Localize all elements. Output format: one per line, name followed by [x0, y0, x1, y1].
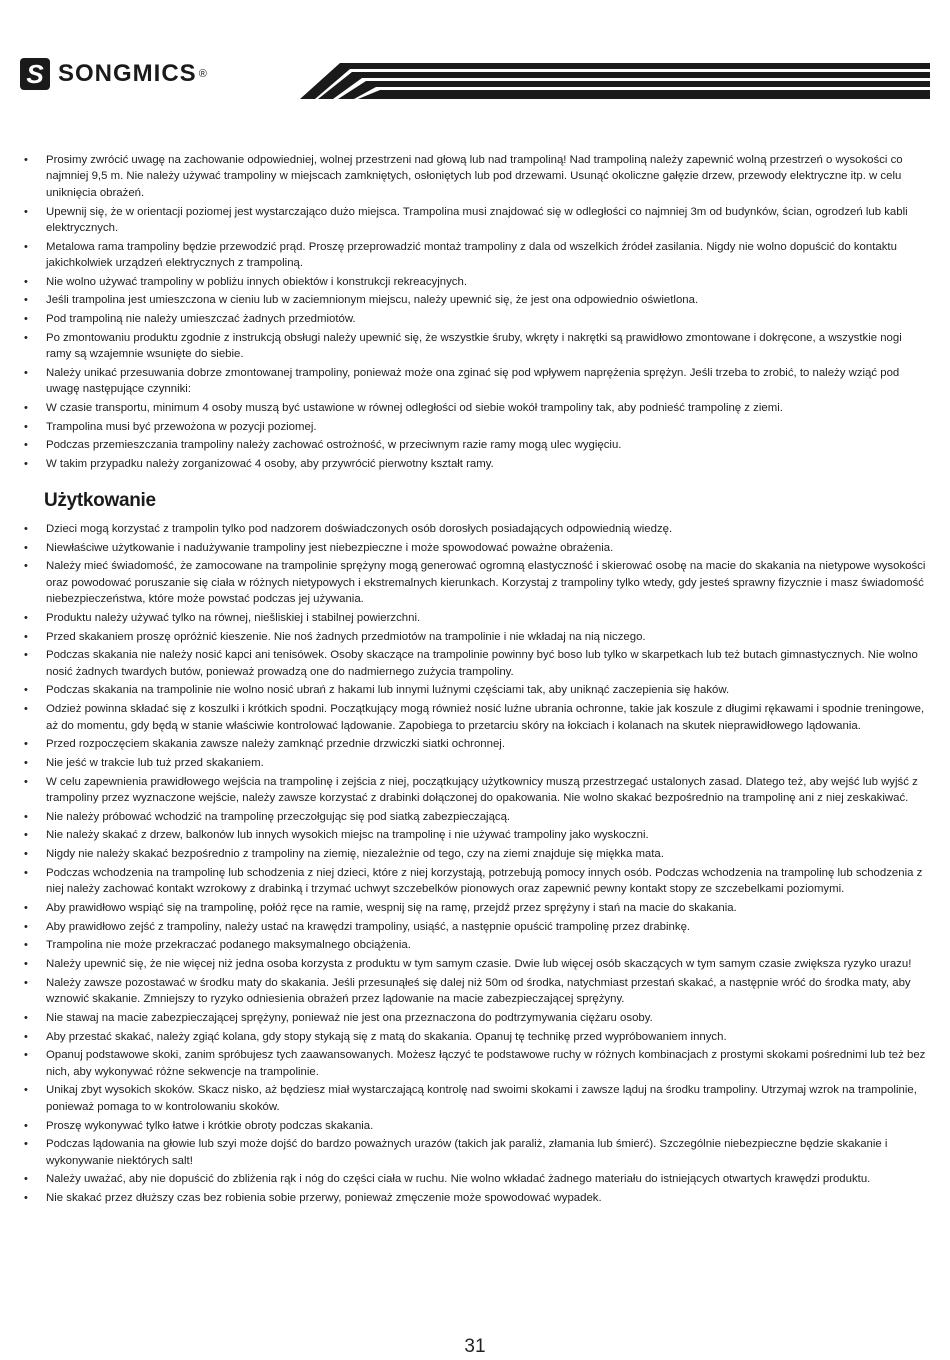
list-item: • Unikaj zbyt wysokich skoków. Skacz nisko, aż będziesz miał wystarczającą kontrolę nad swoimi skokami i zawsze ląduj na środku trampoliny. Utrzymaj wzrok na trampolinie, ponieważ pomaga to w kontrolowaniu skoków. [22, 1082, 928, 1115]
list-item: • Nie należy skakać z drzew, balkonów lub innych wysokich miejsc na trampolinę i nie używać trampoliny jako wyskoczni. [22, 827, 928, 843]
list-item: • Przed skakaniem proszę opróżnić kieszenie. Nie noś żadnych przedmiotów na trampolinie i nie wkładaj na nią niczego. [22, 629, 928, 645]
list-item: • Należy upewnić się, że nie więcej niż jedna osoba korzysta z produktu w tym samym czasie. Dwie lub więcej osób skaczących w tym samym czasie zwiększa ryzyko urazu! [22, 956, 928, 972]
main-content [22, 152, 928, 1209]
list-item: • W celu zapewnienia prawidłowego wejścia na trampolinę i zejścia z niej, początkujący użytkownicy muszą przestrzegać ustalonych zasad. Dlatego też, aby wejść lub wyjść z trampoliny przez wyznaczone wejście, należy zawsze korzystać z drabinki dołączonej do opakowania. Nie wolno skakać bezpośrednio na trampolinę ani z niej zeskakiwać. [22, 774, 928, 807]
header-swoosh-stripes [0, 55, 950, 100]
list-item: • Aby przestać skakać, należy zgiąć kolana, gdy stopy stykają się z matą do skakania. Opanuj tę technikę przed wypróbowaniem innych. [22, 1029, 928, 1045]
list-item: • Nie skakać przez dłuższy czas bez robienia sobie przerwy, ponieważ zmęczenie może spowodować wypadek. [22, 1190, 928, 1206]
safety-list [22, 152, 928, 473]
list-item: • Należy uważać, aby nie dopuścić do zbliżenia rąk i nóg do części ciała w ruchu. Nie wolno wkładać żadnego materiału do istniejących otwartych krawędzi produktu. [22, 1171, 928, 1187]
list-item: • Podczas przemieszczania trampoliny należy zachować ostrożność, w przeciwnym razie ramy mogą ulec wygięciu. [22, 437, 928, 453]
list-item: • Przed rozpoczęciem skakania zawsze należy zamknąć przednie drzwiczki siatki ochronnej. [22, 736, 928, 752]
list-item: • Trampolina nie może przekraczać podanego maksymalnego obciążenia. [22, 937, 928, 953]
list-item: • Trampolina musi być przewożona w pozycji poziomej. [22, 419, 928, 435]
list-item: • Aby prawidłowo zejść z trampoliny, należy ustać na krawędzi trampoliny, usiąść, a następnie opuścić trampolinę przez drabinkę. [22, 919, 928, 935]
list-item: • Produktu należy używać tylko na równej, niešliskiej i stabilnej powierzchni. [22, 610, 928, 626]
list-item: • Nie wolno używać trampoliny w pobliżu innych obiektów i konstrukcji rekreacyjnych. [22, 274, 928, 290]
list-item: • Prosimy zwrócić uwagę na zachowanie odpowiedniej, wolnej przestrzeni nad głową lub nad trampoliną! Nad trampoliną należy zapewnić wolną przestrzeń o wysokości co najmniej 9,5 m. Nie należy używać trampoliny w miejscach zamkniętych, osłoniętych lub pod drzewami. Usunąć okoliczne gałęzie drzew, przewody elektryczne itp. w celu uniknięcia obrażeń. [22, 152, 928, 201]
list-item: • Podczas skakania na trampolinie nie wolno nosić ubrań z hakami lub innymi luźnymi częściami tak, aby uniknąć zaczepienia się haków. [22, 682, 928, 698]
list-item: • Opanuj podstawowe skoki, zanim spróbujesz tych zaawansowanych. Możesz łączyć te podstawowe ruchy w różnych kombinacjach z prostymi skokami pośrednimi lub też bez nich, aby wykonywać różne sekwencje na trampolinie. [22, 1047, 928, 1080]
list-item: • Podczas lądowania na głowie lub szyi może dojść do bardzo poważnych urazów (takich jak paraliż, złamania lub śmierć). Szczególnie niebezpieczne będzie skakanie i wykonywanie niektórych salt! [22, 1136, 928, 1169]
section-heading: Użytkowanie [44, 489, 156, 511]
list-item: • Podczas wchodzenia na trampolinę lub schodzenia z niej dzieci, które z niej korzystają, potrzebują pomocy innych osób. Podczas wchodzenia na trampolinę lub schodzenia z niej należy zachować kontakt wzrokowy z drabinką i trzymać uchwyt szczebelków pionowych oraz zapewnić pewny kontakt stopy ze szczebelkami poziomymi. [22, 865, 928, 898]
list-item: • Pod trampoliną nie należy umieszczać żadnych przedmiotów. [22, 311, 928, 327]
list-item: • W czasie transportu, minimum 4 osoby muszą być ustawione w równej odległości od siebie wokół trampoliny tak, aby podnieść trampolinę z ziemi. [22, 400, 928, 416]
list-item: • Nie należy próbować wchodzić na trampolinę przeczołgując się pod siatką zabezpieczającą. [22, 809, 928, 825]
brand-name: SONGMICS [58, 60, 197, 87]
list-item: • W takim przypadku należy zorganizować 4 osoby, aby przywrócić pierwotny kształt ramy. [22, 456, 928, 472]
list-item: • Należy zawsze pozostawać w środku maty do skakania. Jeśli przesunąłeś się dalej niż 50m od środka, natychmiast przestań skakać, a następnie wróć do środka maty, aby wznowić skakanie. Zmniejszy to ryzyko odniesienia obrażeń przez lądowanie na macie zabezpieczającej sprężyny. [22, 975, 928, 1008]
page-number: 31 [464, 1336, 486, 1357]
list-item: • Metalowa rama trampoliny będzie przewodzić prąd. Proszę przeprowadzić montaż trampoliny z dala od wszelkich źródeł zasilania. Nigdy nie wolno dopuścić do kontaktu jakichkolwiek urządzeń elektrycznych z trampoliną. [22, 239, 928, 272]
list-item: • Nie jeść w trakcie lub tuż przed skakaniem. [22, 755, 928, 771]
list-item: • Jeśli trampolina jest umieszczona w cieniu lub w zaciemnionym miejscu, należy upewnić się, że jest ona odpowiednio oświetlona. [22, 292, 928, 308]
songmics-s-logo-icon: S [20, 58, 50, 90]
list-item: • Niewłaściwe użytkowanie i nadużywanie trampoliny jest niebezpieczne i może spowodować poważne obrażenia. [22, 540, 928, 556]
list-item: • Upewnij się, że w orientacji poziomej jest wystarczająco dużo miejsca. Trampolina musi znajdować się w odległości co najmniej 3m od budynków, ścian, ogrodzeń lub kabli elektrycznych. [22, 204, 928, 237]
list-item: • Proszę wykonywać tylko łatwe i krótkie obroty podczas skakania. [22, 1118, 928, 1134]
list-item: • Należy mieć świadomość, że zamocowane na trampolinie sprężyny mogą generować ogromną elastyczność i skierować osobę na macie do skakania na nietypowe wysokości oraz powodować poruszanie się ciała w różnych nietypowych i ekstremalnych kierunkach. Korzystaj z trampoliny tylko wtedy, gdy jesteś sprawny fizycznie i masz świadomość niebezpieczeństwa, które może powstać podczas jej używania. [22, 558, 928, 607]
list-item: • Nie stawaj na macie zabezpieczającej sprężyny, ponieważ nie jest ona przeznaczona do podtrzymywania ciężaru osoby. [22, 1010, 928, 1026]
page-header [0, 0, 950, 110]
list-item: • Nigdy nie należy skakać bezpośrednio z trampoliny na ziemię, niezależnie od tego, czy na ziemi znajduje się miękka mata. [22, 846, 928, 862]
list-item: • Dzieci mogą korzystać z trampolin tylko pod nadzorem doświadczonych osób dorosłych posiadających odpowiednią wiedzę. [22, 521, 928, 537]
list-item: • Należy unikać przesuwania dobrze zmontowanej trampoliny, ponieważ może ona zginać się pod wpływem naprężenia sprężyn. Jeśli trzeba to zrobić, to należy wziąć pod uwagę następujące czynniki: [22, 365, 928, 398]
usage-list [22, 521, 928, 1206]
list-item: • Podczas skakania nie należy nosić kapci ani tenisówek. Osoby skaczące na trampolinie powinny być boso lub tylko w skarpetkach lub też butach gimnastycznych. Nie wolno nosić żadnych twardych butów, ponieważ prowadzą one do nadmiernego zużycia trampoliny. [22, 647, 928, 680]
list-item: • Po zmontowaniu produktu zgodnie z instrukcją obsługi należy upewnić się, że wszystkie śruby, wkręty i nakrętki są prawidłowo zmontowane i dokręcone, a wszystkie nogi ramy są wzajemnie wsunięte do siebie. [22, 330, 928, 363]
list-item: • Odzież powinna składać się z koszulki i krótkich spodni. Początkujący mogą również nosić luźne ubrania ochronne, takie jak koszule z długimi rękawami i spodnie treningowe, aż do momentu, gdy będą w stanie właściwie kontrolować lądowanie. Zapobiega to przetarciu skóry na łokciach i kolanach na skutek nieprawidłowego lądowania. [22, 701, 928, 734]
list-item: • Aby prawidłowo wspiąć się na trampolinę, połóż ręce na ramie, wespnij się na ramę, przejdź przez sprężyny i stań na macie do skakania. [22, 900, 928, 916]
registered-mark: ® [198, 68, 207, 80]
